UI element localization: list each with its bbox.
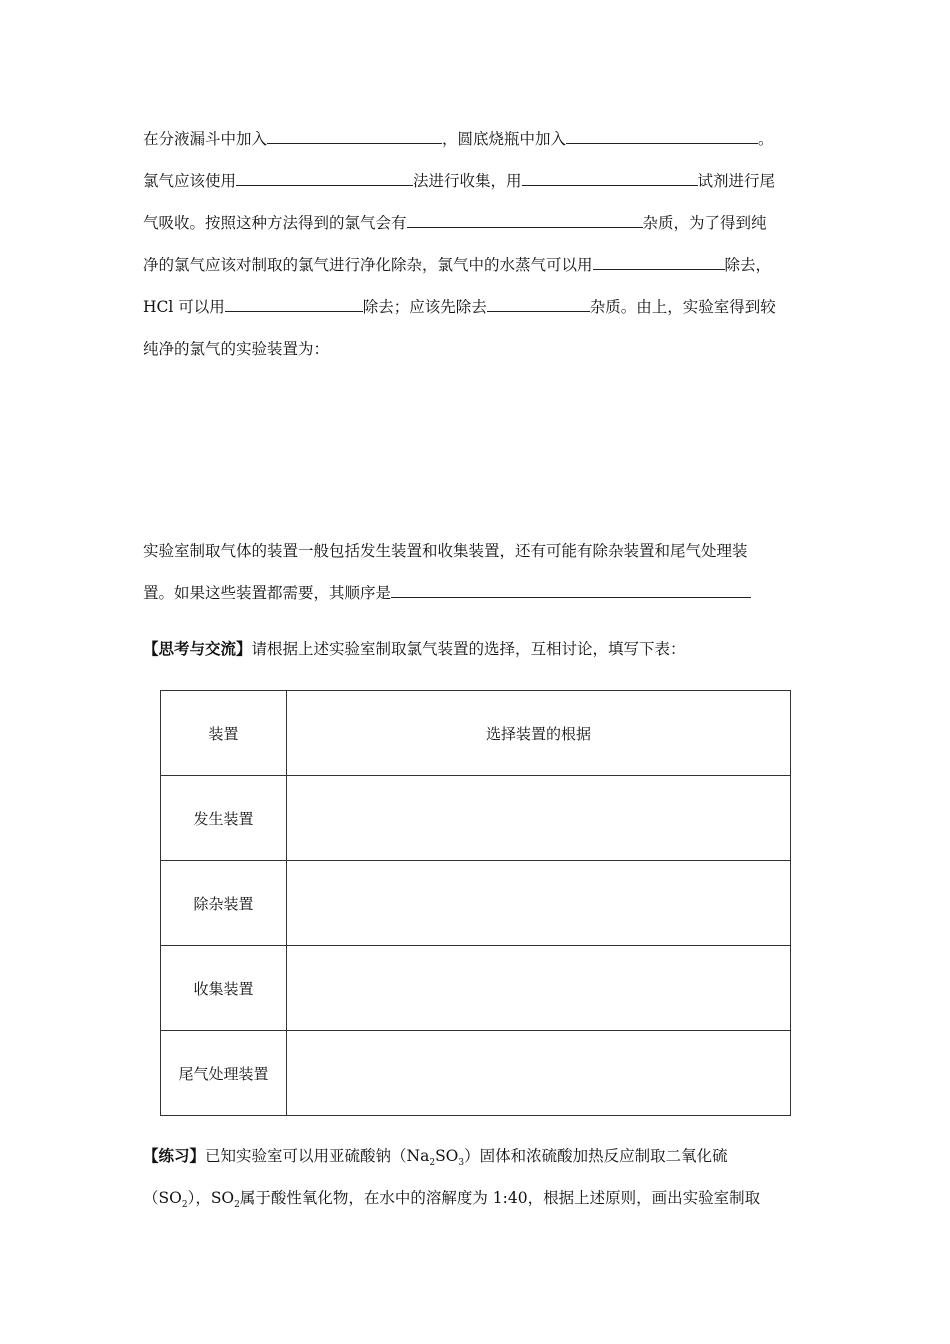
text: HCl 可以用 xyxy=(143,298,225,316)
blank-order[interactable] xyxy=(391,583,751,598)
subscript: 2 xyxy=(234,1200,240,1211)
blank-8[interactable] xyxy=(487,297,590,312)
table-header-row xyxy=(161,691,791,776)
text: 净的氯气应该对制取的氯气进行净化除杂，氯气中的水蒸气可以用 xyxy=(143,256,593,274)
text: 法进行收集，用 xyxy=(413,172,522,190)
table-header-cell: 装置 xyxy=(161,691,287,776)
exercise-line-1 xyxy=(143,1144,728,1168)
table-row-label: 发生装置 xyxy=(161,776,287,861)
blank-4[interactable] xyxy=(522,171,698,186)
text: 试剂进行尾 xyxy=(697,172,776,190)
table-row-label: 尾气处理装置 xyxy=(161,1031,287,1116)
text: 氯气应该使用 xyxy=(143,172,237,190)
fill-line-6 xyxy=(143,337,329,359)
text: 杂质。由上，实验室得到较 xyxy=(589,298,776,316)
text: 实验室制取气体的装置一般包括发生装置和收集装置，还有可能有除杂装置和尾气处理装 xyxy=(143,542,748,560)
fill-line-4 xyxy=(143,253,771,275)
table-answer-cell[interactable] xyxy=(287,946,791,1031)
text: 已知实验室可以用亚硫酸钠（Na xyxy=(205,1147,430,1165)
discussion-tag: 【思考与交流】 xyxy=(143,640,252,658)
blank-5[interactable] xyxy=(407,213,643,228)
fill-line-5 xyxy=(143,295,776,317)
text: 在分液漏斗中加入 xyxy=(143,130,268,148)
table-row-label: 收集装置 xyxy=(161,946,287,1031)
table-answer-cell[interactable] xyxy=(287,861,791,946)
apparatus-table xyxy=(160,690,791,1116)
text: 杂质，为了得到纯 xyxy=(642,214,767,232)
subscript: 2 xyxy=(181,1200,188,1211)
exercise-tag: 【练习】 xyxy=(143,1147,206,1165)
exercise-line-2 xyxy=(143,1186,760,1210)
fill-line-1 xyxy=(143,127,774,149)
subscript: 3 xyxy=(458,1158,465,1169)
para2-line-2 xyxy=(143,581,751,603)
text: 。 xyxy=(758,130,774,148)
table-row xyxy=(161,1031,791,1116)
blank-3[interactable] xyxy=(236,171,413,186)
text: 纯净的氯气的实验装置为： xyxy=(143,340,330,358)
text: 气吸收。按照这种方法得到的氯气会有 xyxy=(143,214,407,232)
blank-1[interactable] xyxy=(267,129,442,144)
table-header-cell: 选择装置的根据 xyxy=(287,691,791,776)
subscript: 2 xyxy=(429,1158,436,1169)
discussion-line xyxy=(143,637,686,659)
fill-line-2 xyxy=(143,169,775,191)
blank-2[interactable] xyxy=(566,129,758,144)
table-row xyxy=(161,946,791,1031)
text: 置。如果这些装置都需要，其顺序是 xyxy=(143,584,392,602)
blank-7[interactable] xyxy=(225,297,363,312)
discussion-text: 请根据上述实验室制取氯气装置的选择，互相讨论，填写下表： xyxy=(251,640,686,658)
text: 除去；应该先除去 xyxy=(362,298,487,316)
blank-6[interactable] xyxy=(593,255,725,270)
table-row xyxy=(161,776,791,861)
text: 属于酸性氧化物，在水中的溶解度为 1:40，根据上述原则，画出实验室制取 xyxy=(239,1189,761,1207)
text: SO xyxy=(435,1147,459,1165)
text: ）固体和浓硫酸加热反应制取二氧化硫 xyxy=(464,1147,728,1165)
text: 除去， xyxy=(724,256,772,274)
table-answer-cell[interactable] xyxy=(287,1031,791,1116)
table-answer-cell[interactable] xyxy=(287,776,791,861)
table-row xyxy=(161,861,791,946)
para2-line-1 xyxy=(143,539,748,561)
text: ），SO xyxy=(187,1189,235,1207)
table-row-label: 除杂装置 xyxy=(161,861,287,946)
text: ，圆底烧瓶中加入 xyxy=(442,130,567,148)
text: （SO xyxy=(143,1189,182,1207)
fill-line-3 xyxy=(143,211,767,233)
